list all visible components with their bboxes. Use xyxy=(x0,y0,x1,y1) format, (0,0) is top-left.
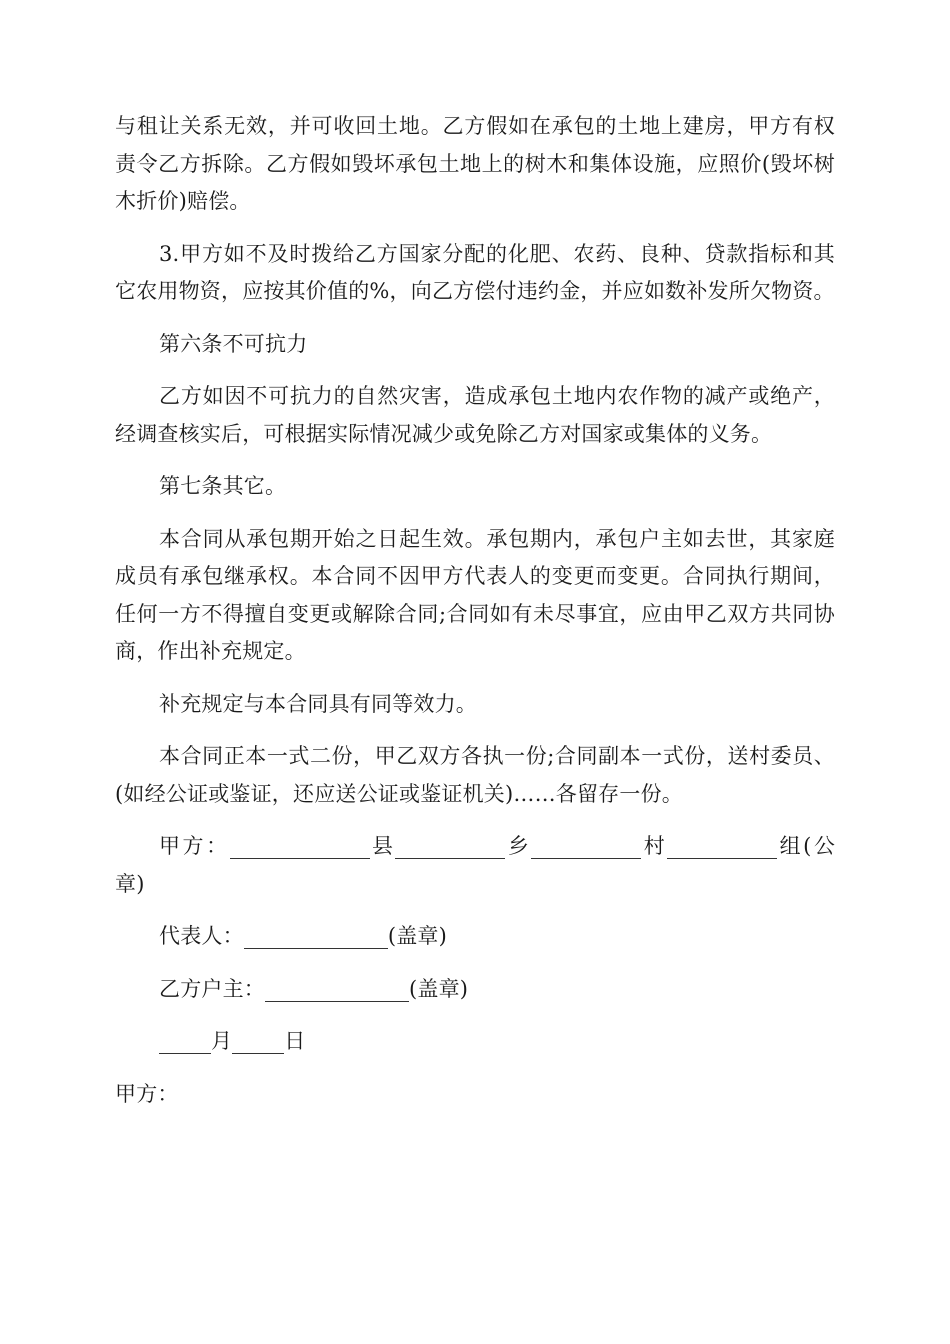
paragraph-supplementary-effect: 补充规定与本合同具有同等效力。 xyxy=(159,691,477,716)
date-line xyxy=(115,1023,835,1061)
paragraph-clause-3-penalty: 3.甲方如不及时拨给乙方国家分配的化肥、农药、良种、贷款指标和其它农用物资，应按其价值的%，向乙方偿付违约金，并应如数补发所欠物资。 xyxy=(115,241,835,303)
county-label: 县 xyxy=(369,834,396,858)
party-b-blank[interactable] xyxy=(265,977,409,1002)
village-label: 村 xyxy=(641,834,668,858)
village-blank[interactable] xyxy=(531,834,641,859)
representative-label: 代表人： xyxy=(159,924,244,948)
paragraph-copies: 本合同正本一式二份，甲乙双方各执一份;合同副本一式份，送村委员、(如经公证或鉴证，还应送公证或鉴证机关)……各留存一份。 xyxy=(115,744,835,806)
final-party-a-label: 甲方： xyxy=(115,1081,179,1106)
group-seal-label: 组(公章) xyxy=(115,834,836,896)
county-blank[interactable] xyxy=(230,834,370,859)
month-blank[interactable] xyxy=(159,1029,211,1054)
paragraph-termination-clause: 与租让关系无效，并可收回土地。乙方假如在承包的土地上建房，甲方有权责令乙方拆除。乙方假如毁坏承包土地上的树木和集体设施，应照价(毁坏树木折价)赔偿。 xyxy=(115,114,835,213)
paragraph-force-majeure: 乙方如因不可抗力的自然灾害，造成承包土地内农作物的减产或绝产，经调查核实后，可根据实际情况减少或免除乙方对国家或集体的义务。 xyxy=(115,384,835,446)
representative-signature-line xyxy=(115,918,835,956)
representative-blank[interactable] xyxy=(244,924,388,949)
representative-seal-label: (盖章) xyxy=(387,924,447,948)
party-a-label: 甲方： xyxy=(159,834,230,858)
group-blank[interactable] xyxy=(667,834,777,859)
document-page xyxy=(115,108,835,1128)
article-6-heading: 第六条不可抗力 xyxy=(159,331,308,356)
article-7-heading: 第七条其它。 xyxy=(159,474,287,498)
month-label: 月 xyxy=(211,1029,233,1053)
party-a-signature-line xyxy=(115,828,835,903)
day-label: 日 xyxy=(284,1029,306,1053)
day-blank[interactable] xyxy=(232,1029,284,1054)
township-blank[interactable] xyxy=(395,834,505,859)
party-b-signature-line xyxy=(115,971,835,1009)
party-b-seal-label: (盖章) xyxy=(409,976,469,1001)
township-label: 乡 xyxy=(505,834,532,858)
party-b-label: 乙方户主： xyxy=(159,976,265,1001)
paragraph-effective-date: 本合同从承包期开始之日起生效。承包期内，承包户主如去世，其家庭成员有承包继承权。本合同不因甲方代表人的变更而变更。合同执行期间，任何一方不得擅自变更或解除合同;合同如有未尽事宜，应由甲乙双方共同协商，作出补充规定。 xyxy=(115,526,835,663)
